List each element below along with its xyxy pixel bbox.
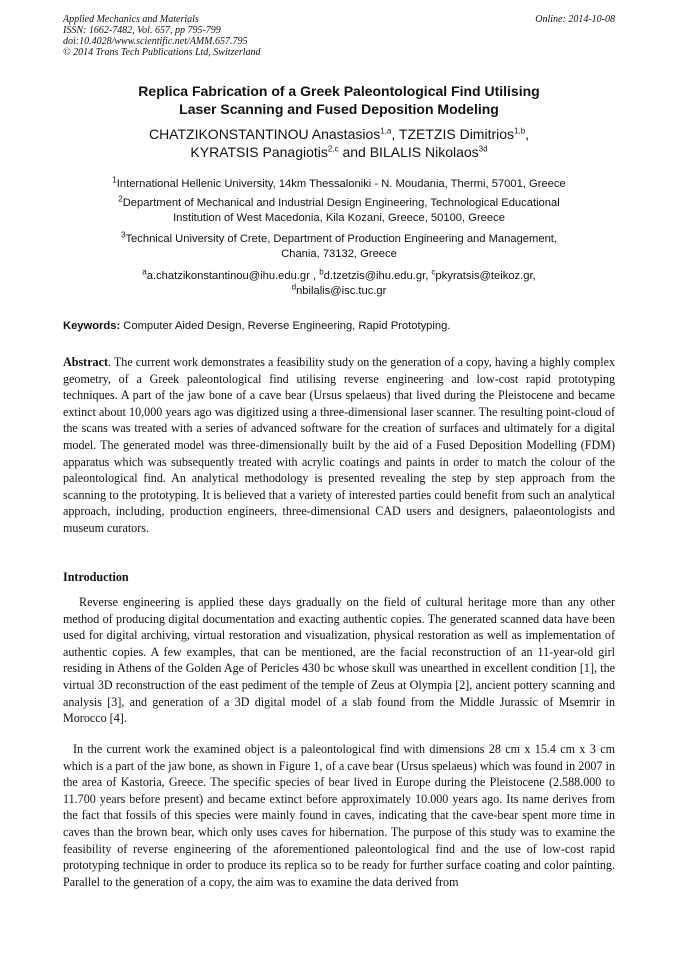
author-name: TZETZIS Dimitrios (398, 126, 515, 142)
affiliation-text: Institution of West Macedonia, Kila Kozani, Greece, 50100, Greece (173, 211, 505, 224)
affiliation-text: Chania, 73132, Greece (281, 247, 397, 260)
email-address[interactable]: pkyratsis@teikoz.gr, (435, 270, 536, 282)
affiliation-3 (40, 232, 638, 261)
author-list (40, 125, 638, 161)
author-superscript: 3d (478, 144, 488, 154)
abstract-paragraph (63, 354, 615, 537)
affiliation-superscript: 1 (112, 175, 117, 185)
affiliation-text: Technical University of Crete, Department of Production Engineering and Management, (125, 233, 558, 245)
online-date: Online: 2014-10-08 (535, 14, 615, 25)
intro-paragraph-2: In the current work the examined object is a paleontological find with dimensions 28 cm x 15.4 cm x 3 cm which is a part of the jaw bone, as shown in Figure 1, of a cave bear (Ursus spelaeus) which was found in 2007 in the area of Kastoria, Greece. The specific species of bear lived in Europe during the Pleistocene (2.588.000 to 11.700 years before present) and became extinct before approximately 10.000 years ago. Its name derives from the fact that fossils of this species were mainly found in caves, indicating that the cave-bear spent more time in caves than the brown bear, which only uses caves for hibernation. The purpose of this study was to examine the feasibility of reverse engineering of the aforementioned paleontological find and the use of low-cost rapid prototyping technique in order to produce its replica so to be ready for further surface coating and color painting. Parallel to the generation of a copy, the aim was to examine the data derived from (63, 742, 615, 889)
keywords-text: Computer Aided Design, Reverse Engineering, Rapid Prototyping. (120, 320, 451, 332)
email-superscript: c (431, 267, 436, 277)
email-superscript: a (142, 267, 147, 277)
abstract-label: Abstract (63, 355, 109, 369)
title-line-2: Laser Scanning and Fused Deposition Modeling (179, 101, 499, 117)
title-line-1: Replica Fabrication of a Greek Paleontological Find Utilising (138, 83, 540, 99)
author-superscript: 1,b (514, 126, 526, 136)
author-emails (40, 269, 638, 298)
email-address[interactable]: a.chatzikonstantinou@ihu.edu.gr , (146, 270, 320, 282)
affiliation-superscript: 3 (120, 230, 126, 240)
abstract-text: . The current work demonstrates a feasibility study on the generation of a copy, having a highly complex geometry, of a Greek paleontological find utilising reverse engineering and low-cost rapid prototyping techniques. A part of the jaw bone of a cave bear (Ursus spelaeus) that lived during the Pleistocene and became extinct about 10,000 years ago was digitized using a three-dimensional laser scanner. The resulting point-cloud of the scans was treated with a series of advanced software for the creation of surfaces and ultimately for a digital model. The generated model was three-dimensionally built by the aid of a Fused Deposition Modelling (FDM) apparatus which was subsequently treated with acrylic coatings and paints in order to match the colour of the paleontological find. An analytical methodology is presented revealing the step by step approach from the scanning to the prototyping. It is believed that a variety of interested parties could benefit from such an analytical approach, including, production engineers, three-dimensional CAD users and designers, palaeontologists and museum curators. (63, 355, 615, 535)
journal-name: Applied Mechanics and Materials (63, 14, 199, 25)
doi-line: doi:10.4028/www.scientific.net/AMM.657.795 (63, 36, 248, 47)
paper-title (40, 82, 638, 118)
author-superscript: 1,a (380, 126, 392, 136)
affiliation-text: Department of Mechanical and Industrial Design Engineering, Technological Educational (122, 197, 560, 209)
keywords-label: Keywords: (63, 320, 121, 332)
issn-line: ISSN: 1662-7482, Vol. 657, pp 795-799 (63, 25, 221, 36)
email-superscript: d (291, 281, 297, 291)
email-address[interactable]: d.tzetzis@ihu.edu.gr, (323, 270, 432, 282)
affiliation-superscript: 2 (118, 194, 123, 204)
copyright-line: © 2014 Trans Tech Publications Ltd, Switzerland (63, 47, 261, 58)
author-name: BILALIS Nikolaos (369, 144, 479, 160)
email-superscript: b (319, 267, 324, 277)
author-name: KYRATSIS Panagiotis (190, 144, 328, 160)
author-name: CHATZIKONSTANTINOU Anastasios (148, 126, 381, 142)
affiliation-1 (40, 177, 638, 192)
author-separator: , (391, 126, 399, 142)
section-heading-introduction: Introduction (63, 570, 129, 584)
keywords-line (63, 319, 623, 333)
email-address[interactable]: nbilalis@isc.tuc.gr (296, 284, 387, 297)
author-superscript: 2,c (327, 144, 339, 154)
author-separator: , (525, 126, 530, 142)
affiliation-2 (40, 196, 638, 225)
author-separator: and (338, 144, 370, 160)
intro-paragraph-1: Reverse engineering is applied these days gradually on the field of cultural heritage more than any other method of producing digital documentation and exacting authentic copies. The generated scanned data have been used for digital archiving, virtual restoration and visualization, physical restoration as well as implementation of authentic copies. A few examples, that can be mentioned, are the facial reconstruction of an 11-year-old girl residing in Athens of the Golden Age of Pericles 430 bc whose skull was unearthed in excellent condition [1], the virtual 3D reconstruction of the east pediment of the temple of Zeus at Olympia [2], ancient pottery scanning and analysis [3], and generation of a 3D digital model of a slab found from the Middle Jurassic of Msemrir in Morocco [4]. (63, 595, 615, 726)
affiliation-text: International Hellenic University, 14km Thessaloniki - N. Moudania, Thermi, 57001, Greece (116, 178, 566, 190)
journal-header (63, 14, 261, 58)
